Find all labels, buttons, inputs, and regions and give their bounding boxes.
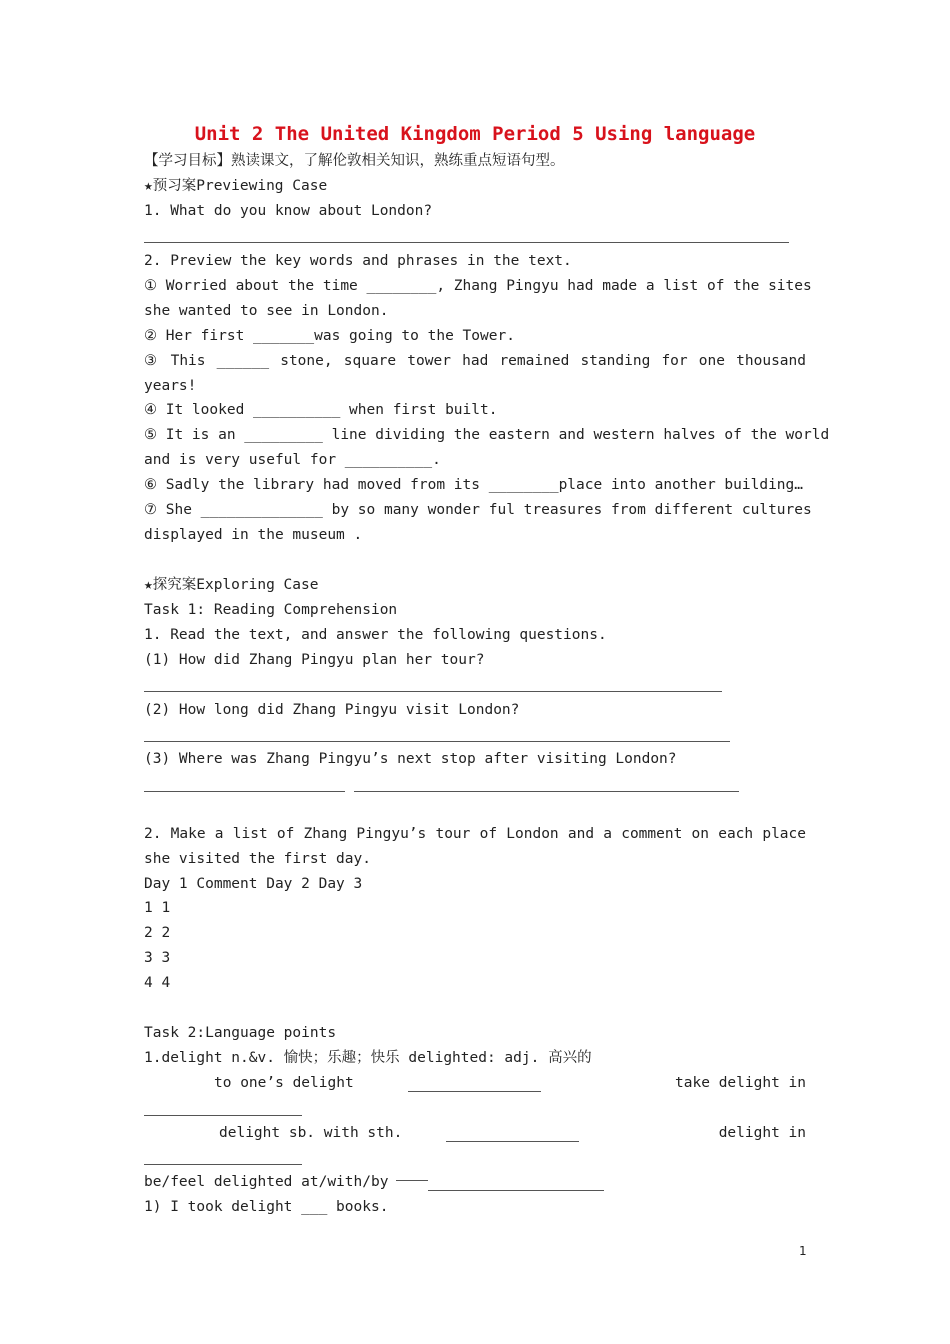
question-1-c: (3) Where was Zhang Pingyu’s next stop after visiting London? — [144, 751, 677, 767]
exercise-1: 1) I took delight ___ books. — [144, 1199, 389, 1215]
tour-table-row: 1 1 — [144, 900, 171, 916]
sentence-2: ② Her first _______was going to the Tower. — [144, 328, 515, 344]
answer-line — [354, 791, 739, 792]
answer-line — [144, 741, 730, 742]
language-point-delight: 1.delight n.&v. 愉快；乐趣；快乐 delighted: adj. 高兴的 — [144, 1050, 592, 1066]
tour-table-row: 2 2 — [144, 925, 171, 941]
page-number: 1 — [799, 1244, 807, 1258]
task-2-heading: Task 2:Language points — [144, 1025, 337, 1041]
phrase-delight-sb-with-sth: delight sb. with sth. — [219, 1125, 403, 1141]
answer-line — [396, 1180, 428, 1181]
task-1-question-1: 1. Read the text, and answer the following questions. — [144, 627, 607, 643]
question-1-b: (2) How long did Zhang Pingyu visit London? — [144, 702, 520, 718]
sentence-3-line-1: ③ This ______ stone, square tower had remained standing for one thousand — [144, 353, 806, 369]
sentence-5-line-1: ⑤ It is an _________ line dividing the eastern and western halves of the world — [144, 427, 830, 443]
explore-heading: ★探究案Exploring Case — [144, 577, 319, 593]
answer-line — [428, 1190, 604, 1191]
phrase-be-delighted: be/feel delighted at/with/by — [144, 1174, 389, 1190]
task-1-question-2-line-2: she visited the first day. — [144, 851, 371, 867]
sentence-4: ④ It looked __________ when first built. — [144, 402, 498, 418]
sentence-1-line-1: ① Worried about the time ________, Zhang Pingyu had made a list of the sites — [144, 278, 812, 294]
answer-line — [144, 242, 789, 243]
question-1-a: (1) How did Zhang Pingyu plan her tour? — [144, 652, 485, 668]
preview-question-2: 2. Preview the key words and phrases in the text. — [144, 253, 572, 269]
answer-line — [446, 1141, 579, 1142]
sentence-3-line-2: years! — [144, 378, 197, 394]
sentence-6: ⑥ Sadly the library had moved from its ________place into another building… — [144, 477, 803, 493]
sentence-7-line-2: displayed in the museum . — [144, 527, 363, 543]
preview-question-1: 1. What do you know about London? — [144, 203, 433, 219]
answer-line — [144, 691, 722, 692]
answer-line — [144, 1164, 302, 1165]
answer-line — [144, 791, 345, 792]
phrase-take-delight-in: take delight in — [675, 1075, 806, 1091]
preview-heading: ★预习案Previewing Case — [144, 178, 328, 194]
answer-line — [144, 1115, 302, 1116]
phrase-to-ones-delight: to one’s delight — [214, 1075, 354, 1091]
page-title: Unit 2 The United Kingdom Period 5 Using language — [194, 123, 756, 145]
task-1-heading: Task 1: Reading Comprehension — [144, 602, 398, 618]
learning-objective: 【学习目标】熟读课文，了解伦敦相关知识，熟练重点短语句型。 — [144, 153, 565, 169]
tour-table-row: 3 3 — [144, 950, 171, 966]
sentence-1-line-2: she wanted to see in London. — [144, 303, 389, 319]
sentence-5-line-2: and is very useful for __________. — [144, 452, 441, 468]
task-1-question-2-line-1: 2. Make a list of Zhang Pingyu’s tour of London and a comment on each place — [144, 826, 806, 842]
answer-line — [408, 1091, 541, 1092]
phrase-delight-in: delight in — [718, 1125, 806, 1141]
sentence-7-line-1: ⑦ She ______________ by so many wonder ful treasures from different cultures — [144, 502, 812, 518]
tour-table-row: 4 4 — [144, 975, 171, 991]
tour-table-header: Day 1 Comment Day 2 Day 3 — [144, 876, 363, 892]
